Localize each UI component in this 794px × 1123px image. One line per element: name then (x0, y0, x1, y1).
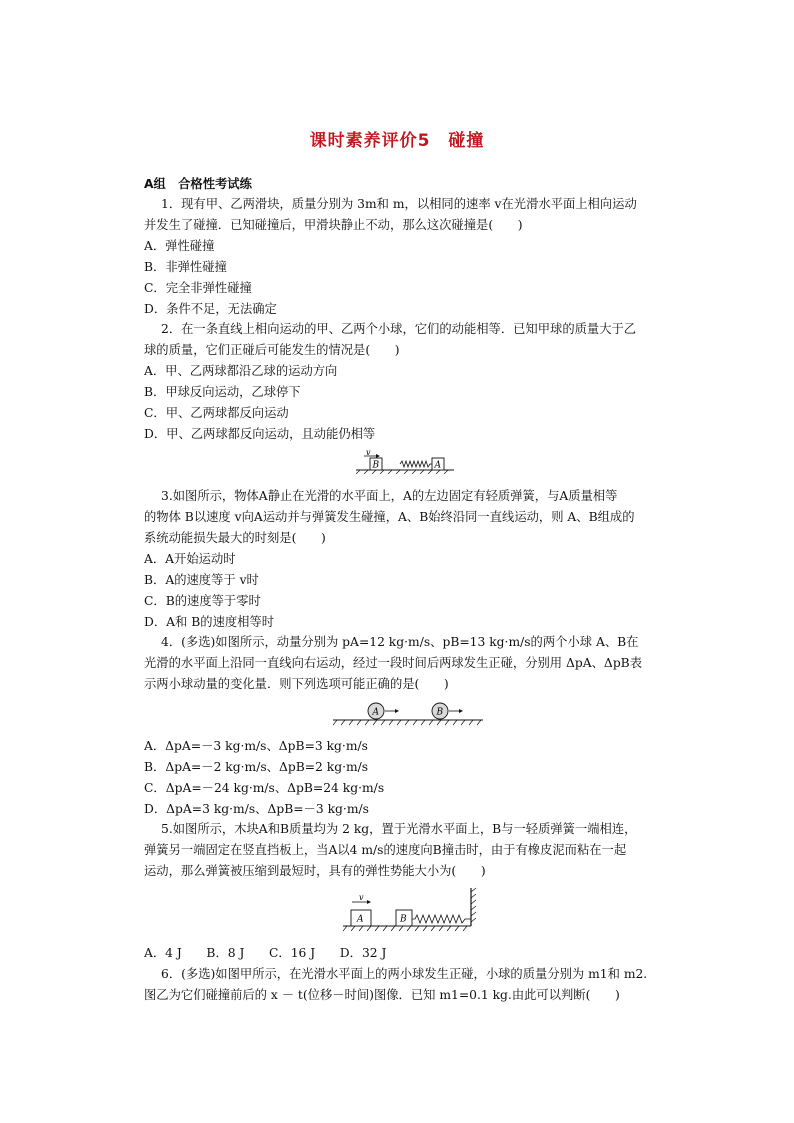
q4-line-3: 示两小球动量的变化量．则下列选项可能正确的是( ) (144, 677, 449, 691)
q5-block-b-label: B (400, 914, 407, 925)
q4-line-2: 光滑的水平面上沿同一直线向右运动，经过一段时间后两球发生正碰，分别用 ΔpA、ΔpB表 (144, 656, 643, 670)
q4-option-c: C．ΔpA=－24 kg·m/s、ΔpB=24 kg·m/s (144, 781, 385, 795)
q3-option-a: A．A开始运动时 (144, 552, 236, 566)
q5-spring (412, 915, 471, 923)
q1-option-b: B．非弹性碰撞 (144, 260, 227, 274)
q5-line-1: 5.如图所示，木块A和B质量均为 2 kg，置于光滑水平面上，B与一轻质弹簧一端相连， (161, 822, 637, 836)
q1-option-d: D．条件不足，无法确定 (144, 302, 277, 316)
q4-option-b: B．ΔpA=－2 kg·m/s、ΔpB=2 kg·m/s (144, 760, 369, 774)
q1-option-a: A．弹性碰撞 (144, 239, 215, 253)
q2-option-d: D．甲、乙两球都反向运动，且动能仍相等 (144, 427, 376, 441)
q1-line-2: 并发生了碰撞．已知碰撞后，甲滑块静止不动，那么这次碰撞是( ) (144, 218, 523, 232)
q4-option-d: D．ΔpA=3 kg·m/s、ΔpB=－3 kg·m/s (144, 802, 369, 816)
q2-option-c: C．甲、乙两球都反向运动 (144, 406, 289, 420)
q5-velocity-label: v (359, 893, 364, 902)
q3-option-d: D．A和 B的速度相等时 (144, 615, 275, 629)
q5-block-a-label: A (357, 914, 364, 925)
q3-block-a-label: A (434, 460, 441, 471)
q2-option-a: A．甲、乙两球都沿乙球的运动方向 (144, 364, 338, 378)
q4-ball-b-label: B (436, 707, 444, 718)
q1-option-c: C．完全非弹性碰撞 (144, 281, 252, 295)
q5-line-2: 弹簧另一端固定在竖直挡板上，当A以4 m/s的速度向B撞击时，由于有橡皮泥而粘在一起 (144, 843, 627, 857)
q3-line-2: 的物体 B以速度 v向A运动并与弹簧发生碰撞，A、B始终沿同一直线运动，则 A、B组成的 (144, 510, 635, 524)
q3-option-c: C．B的速度等于零时 (144, 594, 261, 608)
q2-line-1: 2．在一条直线上相向运动的甲、乙两个小球，它们的动能相等．已知甲球的质量大于乙 (161, 322, 637, 336)
q3-block-b-label: B (372, 460, 380, 471)
section-heading: A组 合格性考试练 (144, 177, 252, 191)
page-title: 课时素养评价5 碰撞 (309, 131, 485, 151)
q4-figure (333, 700, 485, 728)
q3-option-b: B．A的速度等于 v时 (144, 573, 259, 587)
q6-line-1: 6．(多选)如图甲所示，在光滑水平面上的两小球发生正碰，小球的质量分别为 m1和 m2. (161, 967, 648, 981)
q4-option-a: A．ΔpA=－3 kg·m/s、ΔpB=3 kg·m/s (144, 739, 368, 753)
q3-figure (356, 446, 456, 474)
q3-line-1: 3.如图所示，物体A静止在光滑的水平面上，A的左边固定有轻质弹簧，与A质量相等 (161, 489, 618, 503)
q2-option-b: B．甲球反向运动，乙球停下 (144, 385, 301, 399)
q3-velocity-label: v (366, 448, 371, 457)
q3-spring (400, 461, 432, 467)
q5-figure (343, 886, 479, 934)
q5-line-3: 运动，那么弹簧被压缩到最短时，具有的弹性势能大小为( ) (144, 864, 486, 878)
q5-options: A．4 J B．8 J C．16 J D．32 J (144, 946, 387, 960)
q4-line-1: 4．(多选)如图所示，动量分别为 pA=12 kg·m/s、pB=13 kg·m/s的两个小球 A、B在 (161, 635, 639, 649)
q1-line-1: 1．现有甲、乙两滑块，质量分别为 3m和 m，以相同的速率 v在光滑水平面上相向运动 (161, 197, 637, 211)
q4-ball-a-label: A (372, 707, 379, 718)
q2-line-2: 球的质量，它们正碰后可能发生的情况是( ) (144, 343, 400, 357)
q3-line-3: 系统动能损失最大的时刻是( ) (144, 531, 326, 545)
q6-line-2: 图乙为它们碰撞前后的 x － t(位移－时间)图像．已知 m1=0.1 kg.由此可以判断( ) (144, 988, 620, 1002)
